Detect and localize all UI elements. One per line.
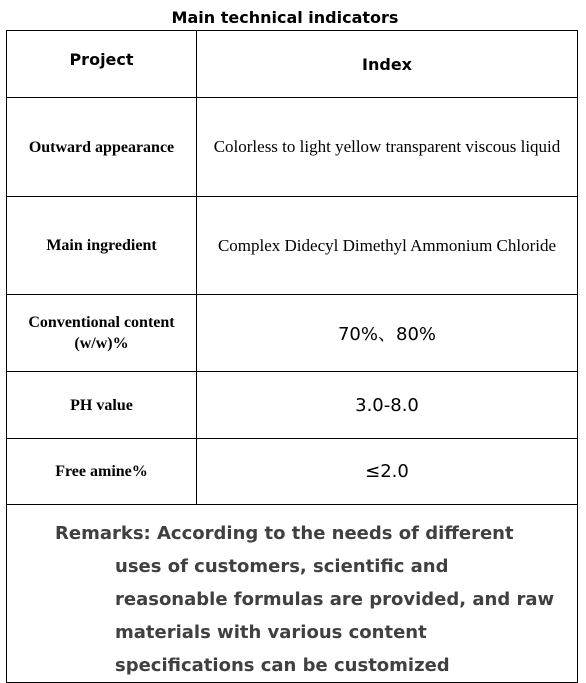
row-project-cell: Conventional content (w/w)% [7,295,197,372]
remarks-row [7,505,578,683]
header-project-label: Project [69,49,134,69]
remarks-cell [7,505,578,683]
table-row [7,197,578,295]
technical-indicators-table [6,30,578,683]
row-index-cell: Complex Didecyl Dimethyl Ammonium Chloride [197,197,578,295]
table-header-row [7,31,578,98]
table-row [7,98,578,197]
row-project-cell: Free amine% [7,439,197,505]
row-project-cell: Main ingredient [7,197,197,295]
table-row [7,295,578,372]
page-title: Main technical indicators [171,8,399,27]
row-index-cell: 3.0-8.0 [197,372,578,439]
row-project-cell: PH value [7,372,197,439]
header-index-label: Index [362,54,412,74]
header-index [197,31,578,98]
table-row [7,372,578,439]
header-project [7,31,197,98]
remarks-text: Remarks: According to the needs of different uses of customers, scientific and reasonable formulas are provided, and raw materials with various content specifications can be customized [55,523,555,676]
table-row [7,439,578,505]
row-index-cell: 70%、80% [197,295,578,372]
row-index-cell: ≤2.0 [197,439,578,505]
row-index-cell: Colorless to light yellow transparent viscous liquid [197,98,578,197]
row-project-cell: Outward appearance [7,98,197,197]
